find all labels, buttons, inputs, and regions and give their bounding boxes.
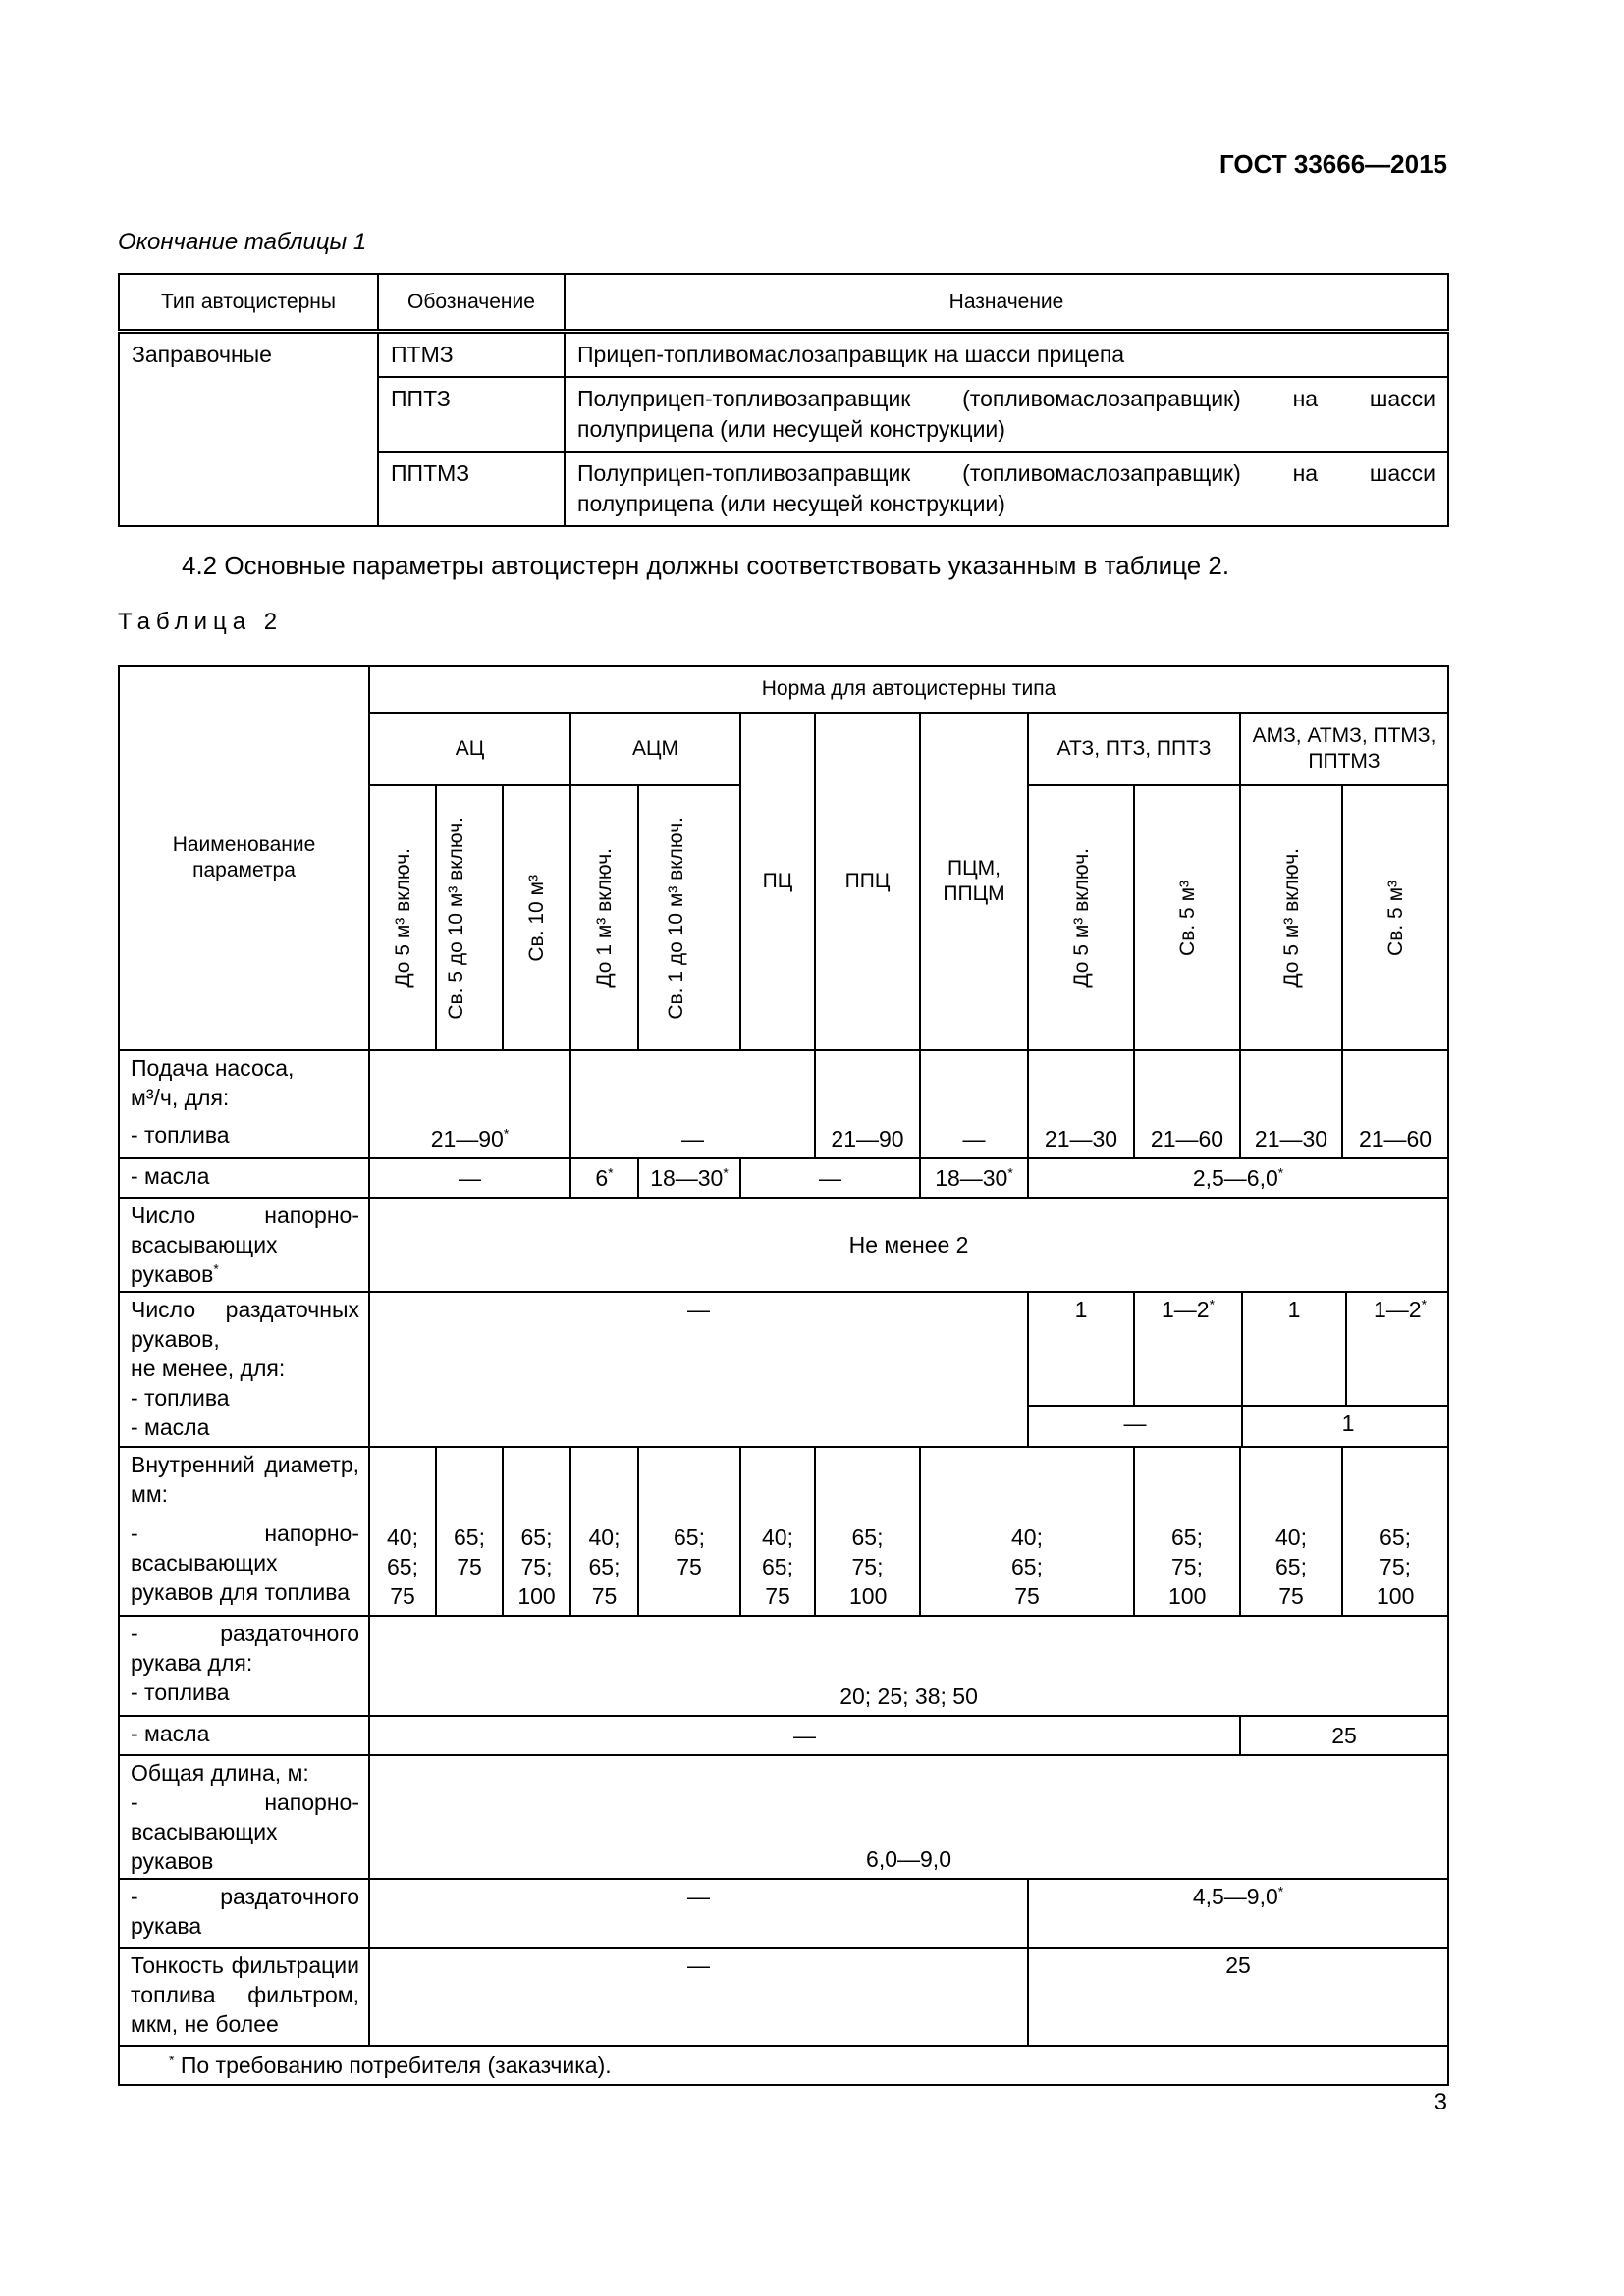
sub-amz-1: До 5 м³ включ. xyxy=(1279,848,1303,988)
suction-count-value: Не менее 2 xyxy=(369,1198,1448,1292)
diam-ac2: 65; 75 xyxy=(454,1524,485,1579)
table1-purpose-cell: Полуприцеп-топливозаправщик (топливомаслозаправщик) на шасси полуприцепа (или несущей конструкции) xyxy=(565,377,1448,452)
pump-label: Подача насоса, м³/ч, для: - топлива xyxy=(119,1050,369,1158)
table-row xyxy=(119,2046,1448,2085)
diam-acm1: 40; 65; 75 xyxy=(588,1524,621,1609)
sub-ac-1: До 5 м³ включ. xyxy=(391,848,414,988)
table1-header-purpose: Назначение xyxy=(565,274,1448,332)
group-acm: АЦМ xyxy=(570,713,740,785)
group-pc: ПЦ xyxy=(740,713,815,1050)
pump-fuel-pcm: — xyxy=(962,1126,986,1151)
dispense-oil-diameter: — xyxy=(369,1716,1240,1755)
table1-header-row xyxy=(119,274,1448,332)
table-row xyxy=(119,1879,1448,1948)
sub-atz-1: До 5 м³ включ. xyxy=(1069,848,1093,988)
table-row xyxy=(119,1158,1448,1198)
table1-purpose-cell: Прицеп-топливомаслозаправщик на шасси прицепа xyxy=(565,332,1448,378)
table2-caption: Таблица 2 xyxy=(118,609,284,635)
sub-acm-2: Св. 1 до 10 м³ включ. xyxy=(665,816,687,1020)
table-row xyxy=(119,1050,1448,1158)
pump-fuel-atz1: 21—30 xyxy=(1044,1126,1118,1151)
group-amz: АМЗ, АТМЗ, ПТМЗ, ППТМЗ xyxy=(1240,713,1448,785)
group-ac: АЦ xyxy=(369,713,570,785)
table-row xyxy=(119,1755,1448,1879)
footnote: * По требованию потребителя (заказчика). xyxy=(119,2046,1448,2085)
dispense-fuel-atz2: 1—2* xyxy=(1161,1296,1216,1322)
group-pcm: ПЦМ, ППЦМ xyxy=(920,713,1028,1050)
pump-fuel-ac: 21—90* xyxy=(430,1125,510,1151)
filter-value: — xyxy=(369,1948,1028,2046)
pump-oil-pcm: 18—30* xyxy=(920,1158,1028,1198)
pump-oil-ac: — xyxy=(369,1158,570,1198)
table1-code-cell: ППТЗ xyxy=(378,377,565,452)
diam-ac1: 40; 65; 75 xyxy=(387,1524,418,1609)
pump-fuel-amz2: 21—60 xyxy=(1358,1126,1433,1151)
dispense-oil-label: - масла xyxy=(119,1716,369,1755)
table1-type-cell: Заправочные xyxy=(119,332,378,527)
diam-atz2: 65; 75; 100 xyxy=(1168,1524,1207,1609)
table-row xyxy=(119,1948,1448,2046)
table1-header-code: Обозначение xyxy=(378,274,565,332)
pump-oil-rest: 2,5—6,0* xyxy=(1028,1158,1448,1198)
sub-amz-2: Св. 5 м³ xyxy=(1383,880,1407,956)
pump-fuel-atz2: 21—60 xyxy=(1150,1126,1224,1151)
table-row xyxy=(119,1292,1448,1447)
table-row xyxy=(119,1447,1448,1616)
standard-code: ГОСТ 33666—2015 xyxy=(1219,149,1447,179)
table1-header-type: Тип автоцистерны xyxy=(119,274,378,332)
table-row xyxy=(119,1616,1448,1716)
sub-ac-2: Св. 5 до 10 м³ включ. xyxy=(445,816,467,1020)
length-dispense-label: - раздаточного рукава xyxy=(119,1879,369,1948)
diam-amz1: 40; 65; 75 xyxy=(1275,1524,1307,1609)
diam-pc: 40; 65; 75 xyxy=(762,1524,793,1609)
table1 xyxy=(118,273,1449,527)
pump-oil-acm1: 6* xyxy=(570,1158,638,1198)
diam-acm2: 65; 75 xyxy=(674,1524,705,1579)
diam-pcm-atz1: 40; 65; 75 xyxy=(1011,1524,1043,1609)
suction-count-label: Число напорно-всасывающих рукавов* xyxy=(119,1198,369,1292)
dispense-count-dash: — xyxy=(369,1292,1028,1447)
length-label: Общая длина, м: - напорно-всасывающих рукавов xyxy=(119,1755,369,1879)
dispense-oil-amz: 1 xyxy=(1341,1411,1355,1436)
pump-oil-pc-ppc: — xyxy=(740,1158,920,1198)
pump-oil-acm2: 18—30* xyxy=(638,1158,740,1198)
diameter-label: Внутренний диаметр, мм: - напорно-всасывающих рукавов для топлива xyxy=(119,1447,369,1616)
paragraph-4-2: 4.2 Основные параметры автоцистерн должны соответствовать указанным в таблице 2. xyxy=(182,551,1230,580)
length-suction: 6,0—9,0 xyxy=(866,1846,951,1872)
sub-ac-3: Св. 10 м³ xyxy=(525,874,548,962)
sub-acm-1: До 1 м³ включ. xyxy=(593,848,616,988)
table1-code-cell: ППТМЗ xyxy=(378,452,565,526)
norm-header: Норма для автоцистерны типа xyxy=(369,666,1448,713)
dispense-fuel-atz1: 1 xyxy=(1074,1297,1088,1322)
table1-purpose-cell: Полуприцеп-топливозаправщик (топливомаслозаправщик) на шасси полуприцепа (или несущей конструкции) xyxy=(565,452,1448,526)
group-ppc: ППЦ xyxy=(815,713,920,1050)
table1-code-cell: ПТМЗ xyxy=(378,332,565,378)
dispense-oil-diameter-amz: 25 xyxy=(1240,1716,1448,1755)
sub-atz-2: Св. 5 м³ xyxy=(1175,880,1199,956)
diam-amz2: 65; 75; 100 xyxy=(1377,1524,1415,1609)
table1-caption: Окончание таблицы 1 xyxy=(118,229,367,255)
filter-label: Тонкость фильтрации топлива фильтром, мкм, не более xyxy=(119,1948,369,2046)
dispense-fuel-diameter: 20; 25; 38; 50 xyxy=(839,1683,978,1709)
table-row xyxy=(119,1716,1448,1755)
dispense-hose-label: - раздаточного рукава для: - топлива xyxy=(119,1616,369,1716)
pump-fuel-acm: — xyxy=(681,1126,704,1151)
dispense-count-label: Число раздаточных рукавов, не менее, для: - топлива - масла xyxy=(119,1292,369,1447)
table-row xyxy=(119,332,1448,378)
diam-ac3: 65; 75; 100 xyxy=(517,1524,556,1609)
length-dispense-atz-amz: 4,5—9,0* xyxy=(1028,1879,1448,1948)
dispense-fuel-amz1: 1 xyxy=(1287,1297,1301,1322)
pump-fuel-ppc: 21—90 xyxy=(831,1126,904,1151)
table-row xyxy=(119,1198,1448,1292)
param-header: Наименование параметра xyxy=(119,666,369,1050)
dispense-oil-atz: — xyxy=(1123,1411,1147,1436)
page-number: 3 xyxy=(1434,2089,1447,2115)
dispense-fuel-amz2: 1—2* xyxy=(1373,1296,1428,1322)
group-atz: АТЗ, ПТЗ, ППТЗ xyxy=(1028,713,1240,785)
filter-value-atz-amz: 25 xyxy=(1028,1948,1448,2046)
pump-fuel-amz1: 21—30 xyxy=(1254,1126,1328,1151)
table2 xyxy=(118,665,1449,2086)
length-dispense: — xyxy=(369,1879,1028,1948)
diam-ppc: 65; 75; 100 xyxy=(849,1524,888,1609)
dispense-count-block xyxy=(1028,1292,1448,1447)
pump-oil-label: - масла xyxy=(119,1158,369,1198)
table2-header-row xyxy=(119,666,1448,713)
